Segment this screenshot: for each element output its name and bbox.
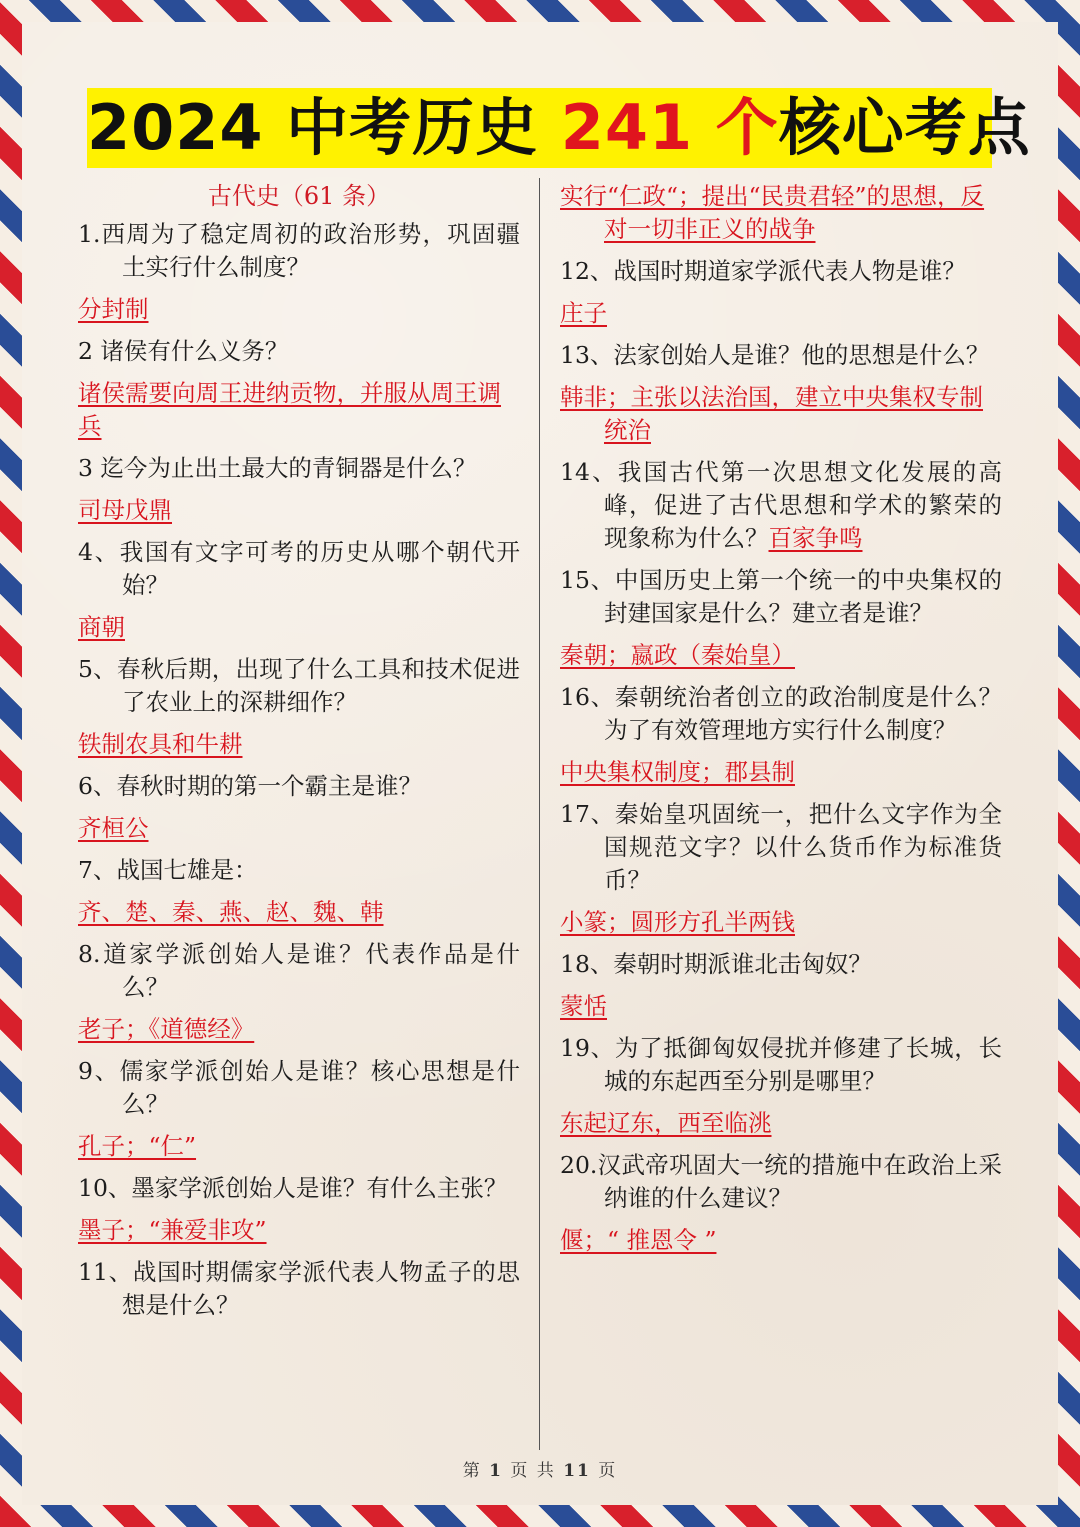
question: 9、儒家学派创始人是谁？核心思想是什么？ (78, 1057, 520, 1118)
title-highlight: 241 个 (560, 91, 779, 164)
left-column (78, 176, 520, 1331)
column-divider (539, 178, 540, 1450)
question: 11、战国时期儒家学派代表人物孟子的思想是什么？ (78, 1258, 520, 1319)
answer: 庄子 (560, 299, 607, 327)
answer: 齐、楚、秦、燕、赵、魏、韩 (78, 898, 384, 926)
answer: 分封制 (78, 295, 149, 323)
answer: 铁制农具和牛耕 (78, 730, 243, 758)
answer: 东起辽东，西至临洮 (560, 1109, 772, 1137)
page-footer (0, 1456, 1080, 1481)
question: 4、我国有文字可考的历史从哪个朝代开始？ (78, 538, 520, 599)
answer: 偃；“ 推恩令 ” (560, 1226, 717, 1254)
answer: 墨子；“兼爱非攻” (78, 1216, 267, 1244)
question: 6、春秋时期的第一个霸主是谁？ (78, 772, 422, 800)
section-title: 古代史（61 条） (207, 182, 391, 210)
question: 13、法家创始人是谁？他的思想是什么？ (560, 341, 990, 369)
question-with-inline-answer (560, 456, 1002, 555)
footer-post: 页 (598, 1461, 618, 1481)
question: 7、战国七雄是： (78, 856, 258, 884)
answer-continued: 实行“仁政“；提出“民贵君轻”的思想，反对一切非正义的战争 (560, 182, 985, 243)
question: 20.汉武帝巩固大一统的措施中在政治上采纳谁的什么建议？ (560, 1151, 1002, 1212)
answer: 韩非；主张以法治国，建立中央集权专制统治 (560, 383, 983, 444)
inline-answer: 百家争鸣 (768, 524, 863, 552)
question: 8.道家学派创始人是谁？代表作品是什么？ (78, 940, 520, 1001)
footer-total-pages: 11 (563, 1461, 591, 1481)
page-title (87, 88, 1031, 168)
question: 15、中国历史上第一个统一的中央集权的封建国家是什么？建立者是谁？ (560, 566, 1002, 627)
answer: 商朝 (78, 613, 125, 641)
answer: 齐桓公 (78, 814, 149, 842)
answer: 老子；《道德经》 (78, 1015, 255, 1043)
right-column (560, 180, 1002, 1266)
answer: 孔子；“仁” (78, 1132, 197, 1160)
answer: 小篆；圆形方孔半两钱 (560, 908, 795, 936)
answer: 诸侯需要向周王进纳贡物，并服从周王调兵 (78, 379, 501, 440)
question: 18、秦朝时期派谁北击匈奴？ (560, 950, 872, 978)
question: 12、战国时期道家学派代表人物是谁？ (560, 257, 966, 285)
answer: 秦朝；嬴政（秦始皇） (560, 641, 795, 669)
answer: 中央集权制度；郡县制 (560, 758, 795, 786)
question-text: 14、我国古代第一次思想文化发展的高峰，促进了古代思想和学术的繁荣的现象称为什么？ (560, 458, 1002, 552)
footer-page-number: 1 (489, 1461, 503, 1481)
footer-mid: 页 共 (510, 1461, 556, 1481)
title-prefix: 2024 中考历史 (87, 91, 561, 164)
question: 10、墨家学派创始人是谁？有什么主张？ (78, 1174, 508, 1202)
answer: 司母戊鼎 (78, 496, 172, 524)
question: 17、秦始皇巩固统一，把什么文字作为全国规范文字？以什么货币作为标准货币？ (560, 800, 1002, 894)
question: 2 诸侯有什么义务？ (78, 337, 289, 365)
question: 1.西周为了稳定周初的政治形势，巩固疆土实行什么制度？ (78, 220, 520, 281)
footer-pre: 第 (462, 1461, 482, 1481)
title-suffix: 核心考点 (778, 91, 1031, 164)
question: 19、为了抵御匈奴侵扰并修建了长城，长城的东起西至分别是哪里？ (560, 1034, 1002, 1095)
question: 3 迄今为止出土最大的青铜器是什么？ (78, 454, 477, 482)
question: 5、春秋后期，出现了什么工具和技术促进了农业上的深耕细作？ (78, 655, 520, 716)
question: 16、秦朝统治者创立的政治制度是什么？为了有效管理地方实行什么制度？ (560, 683, 1002, 744)
answer: 蒙恬 (560, 992, 607, 1020)
